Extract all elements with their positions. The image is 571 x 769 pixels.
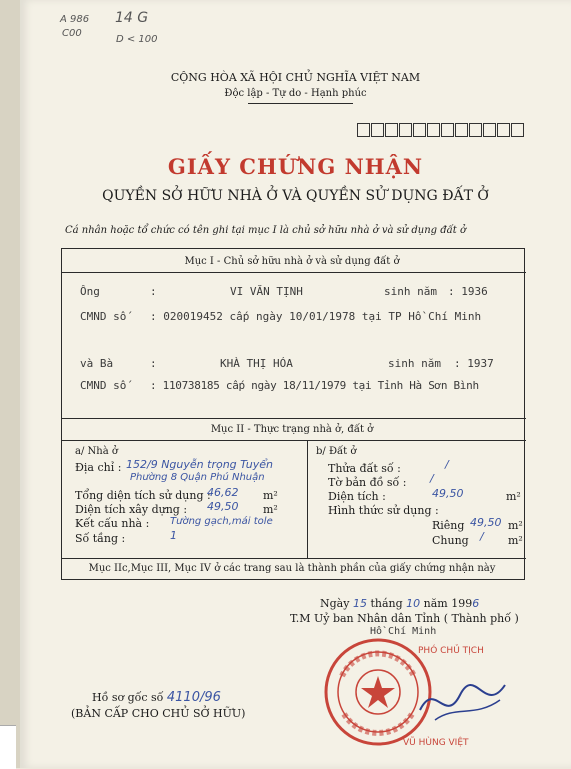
owner2-name: KHÀ THỊ HÓA [220,357,293,370]
signer-position: PHÓ CHỦ TỊCH [418,646,484,656]
total-area-value: 46,62 [207,486,239,499]
certificate-page [20,0,571,768]
floors-label: Số tầng : [75,532,126,545]
private-label: Riêng [432,519,465,532]
land-area-label: Diện tích : [328,490,386,503]
owner1-id-label: CMND số [80,310,127,323]
address-label: Địa chỉ : [75,461,122,474]
owner2-id-text: : 110738185 cấp ngày 18/11/1979 tại Tỉnh Hà Sơn Bình [150,379,479,392]
owner2-id-label: CMND số [80,379,127,392]
address-line1: 152/9 Nguyễn trọng Tuyển [126,458,273,471]
plot-value: / [445,458,449,471]
signer-name: VŨ HÙNG VIỆT [403,738,469,748]
map-value: / [430,472,434,485]
margin-note: D < 100 [116,34,158,45]
record-number: 4110/96 [166,690,221,705]
record-label: Hồ sơ gốc số [92,691,164,704]
owner2-label: và Bà [80,357,114,370]
section1-heading: Mục I - Chủ sở hữu nhà ở và sử dụng đất ở [184,256,400,267]
owner1-name: VI VĂN TỊNH [230,285,303,298]
issue-day: 15 [352,597,367,610]
owner1-birth-label: sinh năm [384,285,437,298]
issue-date: Ngày 15 tháng 10 năm 1996 [320,597,480,610]
authority-city: Hồ Chí Minh [370,626,437,637]
shared-label: Chung [432,534,469,547]
intro-text: Cá nhân hoặc tổ chức có tên ghi tại mục I là chủ sở hữu nhà ở và sử dụng đất ở [65,225,466,236]
total-area-unit: m² [263,489,278,502]
build-area-unit: m² [263,503,278,516]
authority: T.M Uỷ ban Nhân dân Tỉnh ( Thành phố ) [290,612,519,625]
certificate-subtitle: QUYỀN SỞ HỮU NHÀ Ở VÀ QUYỀN SỬ DỤNG ĐẤT Ở [102,188,489,204]
divider [61,558,526,559]
build-area-label: Diện tích xây dựng : [75,503,188,516]
private-value: 49,50 [470,516,502,529]
build-area-value: 49,50 [207,500,239,513]
total-area-label: Tổng diện tích sử dụng : [75,489,211,502]
structure-value: Tường gạch,mái tole [170,516,273,527]
shared-unit: m² [508,534,523,547]
owner2-birth-label: sinh năm [388,357,441,370]
margin-note: A 986 [60,14,90,25]
signature-scribble-icon [415,670,515,730]
private-unit: m² [508,519,523,532]
shared-value: / [480,530,484,543]
motto: Độc lập - Tự do - Hạnh phúc [224,88,367,99]
record-note: (BẢN CẤP CHO CHỦ SỞ HỮU) [71,707,246,720]
owner1-label: Ông [80,285,100,298]
serial-boxes [357,122,525,141]
motto-underline [248,103,353,104]
floors-value: 1 [170,529,177,542]
certificate-title: GIẤY CHỨNG NHẬN [167,154,424,179]
divider [61,440,526,441]
margin-note: C00 [62,28,82,39]
land-area-value: 49,50 [432,487,464,500]
section2-heading: Mục II - Thực trạng nhà ở, đất ở [210,424,374,435]
divider [61,272,526,273]
record-line [92,690,221,705]
footer-note: Mục IIc,Mục III, Mục IV ở các trang sau là thành phần của giấy chứng nhận này [88,563,496,574]
usage-label: Hình thức sử dụng : [328,504,439,517]
owner1-colon: : [150,285,157,298]
divider [61,418,526,419]
owner1-id-text: : 020019452 cấp ngày 10/01/1978 tại TP Hồ Chí Minh [150,310,482,323]
republic-heading: CỘNG HÒA XÃ HỘI CHỦ NGHĨA VIỆT NAM [170,71,421,84]
house-heading: a/ Nhà ở [75,446,118,457]
map-label: Tờ bản đồ số : [328,476,407,489]
land-heading: b/ Đất ở [316,446,357,457]
issue-year-digit: 6 [472,597,480,610]
column-divider [307,440,308,558]
issue-month: 10 [406,597,421,610]
margin-note: 14 G [115,10,149,26]
owner2-colon: : [150,357,157,370]
library-sticker [0,725,16,769]
owner2-birth-value: : 1937 [454,357,494,370]
address-line2: Phường 8 Quận Phú Nhuận [130,472,265,483]
plot-label: Thửa đất số : [328,462,401,475]
structure-label: Kết cấu nhà : [75,517,150,530]
owner1-birth-value: : 1936 [448,285,488,298]
binding-edge [0,0,20,768]
land-area-unit: m² [506,490,521,503]
